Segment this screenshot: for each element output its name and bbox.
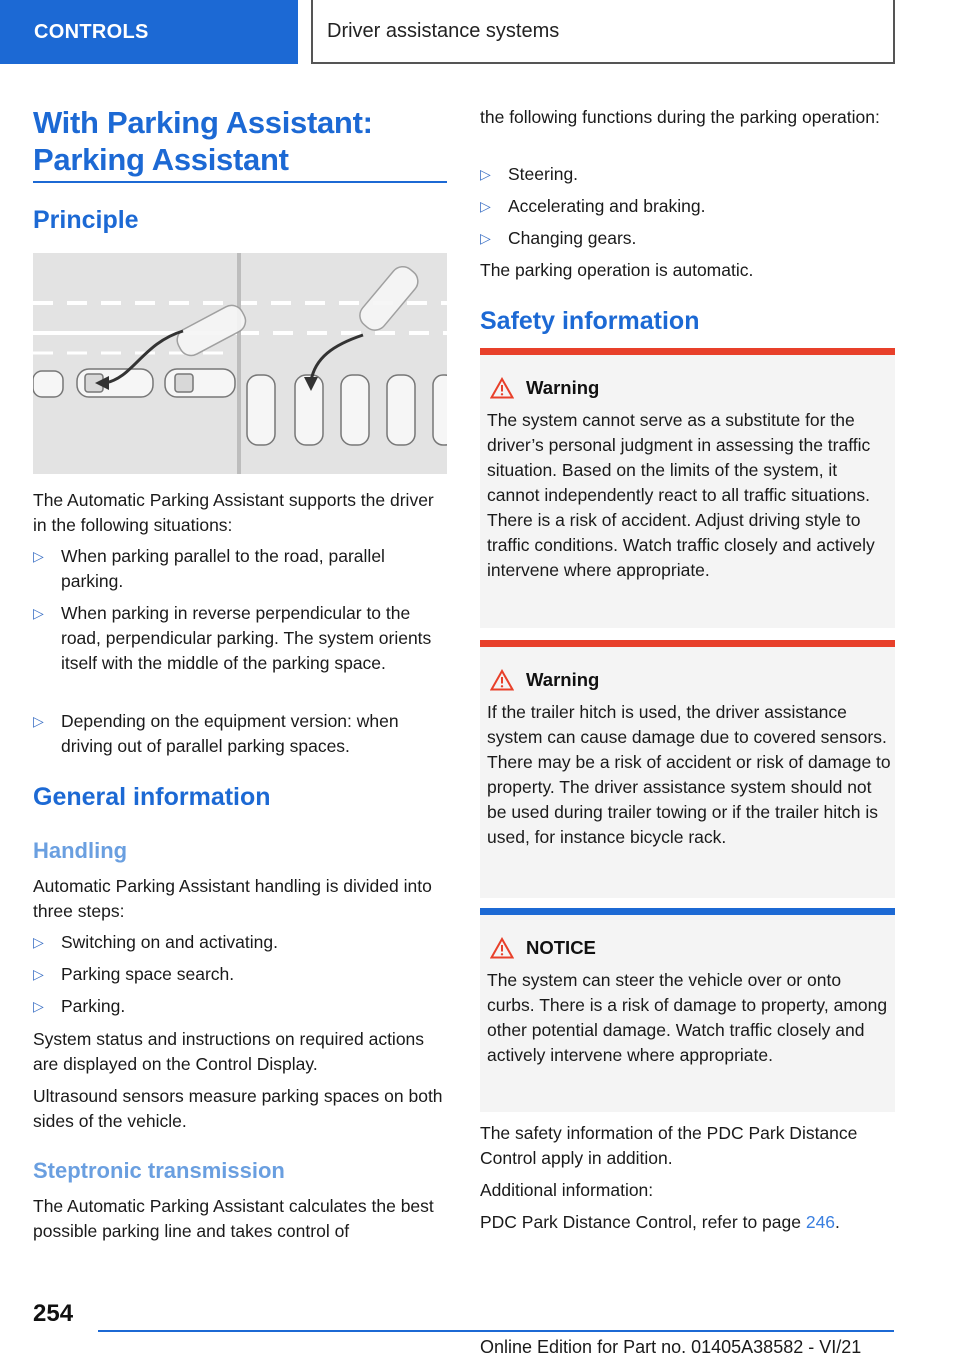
triangle-right-outline-icon: ▷ [33, 713, 44, 729]
warning-bar [480, 640, 895, 647]
notice-bar [480, 908, 895, 915]
sensor-text: Ultrasound sensors measure parking spaces on both sides of the vehicle. [33, 1086, 443, 1131]
warning-bar [480, 348, 895, 355]
list-item: ▷ Accelerating and braking. [480, 194, 895, 219]
list-item: ▷ Depending on the equipment version: when driving out of parallel parking spaces. [33, 711, 399, 756]
pdc-text: The safety information of the PDC Park Distance Control apply in addition. [480, 1123, 858, 1168]
list-item: ▷ Switching on and activating. [33, 930, 447, 955]
handling-heading: Handling [33, 838, 128, 863]
page-reference: PDC Park Distance Control, refer to page 246. [480, 1212, 840, 1232]
safety-heading: Safety information [480, 307, 700, 335]
steptronic-heading: Steptronic transmission [33, 1158, 285, 1183]
continued-text: the following functions during the parking operation: [480, 107, 880, 127]
list-item: ▷ When parking parallel to the road, parallel parking. [33, 546, 385, 591]
page-link[interactable]: 246 [805, 1212, 836, 1232]
triangle-right-outline-icon: ▷ [33, 548, 44, 564]
automatic-text: The parking operation is automatic. [480, 260, 754, 280]
list-item: ▷ Parking space search. [33, 962, 447, 987]
triangle-right-outline-icon: ▷ [33, 934, 44, 950]
principle-heading: Principle [33, 206, 139, 234]
warning-box [480, 640, 895, 898]
status-text: System status and instructions on required actions are displayed on the Control Display. [33, 1029, 425, 1074]
warning-heading: Warning [490, 377, 599, 399]
warning-triangle-icon [490, 937, 514, 959]
chapter-title: Driver assistance systems [311, 0, 895, 64]
triangle-right-outline-icon: ▷ [480, 198, 491, 214]
warning-text: The system cannot serve as a substitute for the driver’s personal judgment in assessing the traffic situation. Based on the limits of the system, it cannot independently react to all traffic situations. There is a risk of accident. Adjust driving style to traffic conditions. Watch traffic closely and actively intervene where appropriate. [487, 410, 875, 580]
section-tab: CONTROLS [0, 0, 298, 64]
warning-text: If the trailer hitch is used, the driver assistance system can cause damage due to covered sensors. There may be a risk of accident or risk of damage to property. The driver assistance system should not be used during trailer towing or if the trailer hitch is used, for instance bicycle rack. [487, 702, 891, 847]
footer-rule [98, 1330, 894, 1332]
notice-heading: NOTICE [490, 937, 596, 959]
triangle-right-outline-icon: ▷ [33, 966, 44, 982]
title-rule [33, 181, 447, 183]
list-item: ▷ Steering. [480, 162, 895, 187]
handling-intro: Automatic Parking Assistant handling is divided into three steps: [33, 876, 432, 921]
triangle-right-outline-icon: ▷ [480, 230, 491, 246]
general-heading: General information [33, 783, 271, 811]
parking-diagram-svg [33, 253, 447, 474]
warning-triangle-icon [490, 377, 514, 399]
notice-box [480, 908, 895, 1112]
title-line-2: Parking Assistant [33, 142, 289, 177]
triangle-right-outline-icon: ▷ [33, 605, 44, 621]
edition-text: Online Edition for Part no. 01405A38582 - VI/21 [480, 1337, 862, 1357]
title-line-1: With Parking Assistant: [33, 105, 373, 140]
steptronic-text: The Automatic Parking Assistant calculates the best possible parking line and takes control of [33, 1196, 434, 1241]
page-title [33, 104, 447, 178]
triangle-right-outline-icon: ▷ [33, 998, 44, 1014]
parking-illustration [33, 253, 447, 474]
list-item: ▷ Changing gears. [480, 226, 895, 251]
triangle-right-outline-icon: ▷ [480, 166, 491, 182]
principle-intro: The Automatic Parking Assistant supports the driver in the following situations: [33, 490, 434, 535]
notice-text: The system can steer the vehicle over or onto curbs. There is a risk of damage to property, among other potential damage. Watch traffic closely and actively intervene where appropriate. [487, 970, 888, 1065]
warning-triangle-icon [490, 669, 514, 691]
warning-box [480, 348, 895, 628]
additional-label: Additional information: [480, 1180, 654, 1200]
page-number: 254 [33, 1300, 74, 1327]
list-item: ▷ When parking in reverse perpendicular to the road, perpendicular parking. The system orients itself with the middle of the parking space. [33, 603, 432, 673]
list-item: ▷ Parking. [33, 994, 447, 1019]
warning-heading: Warning [490, 669, 599, 691]
